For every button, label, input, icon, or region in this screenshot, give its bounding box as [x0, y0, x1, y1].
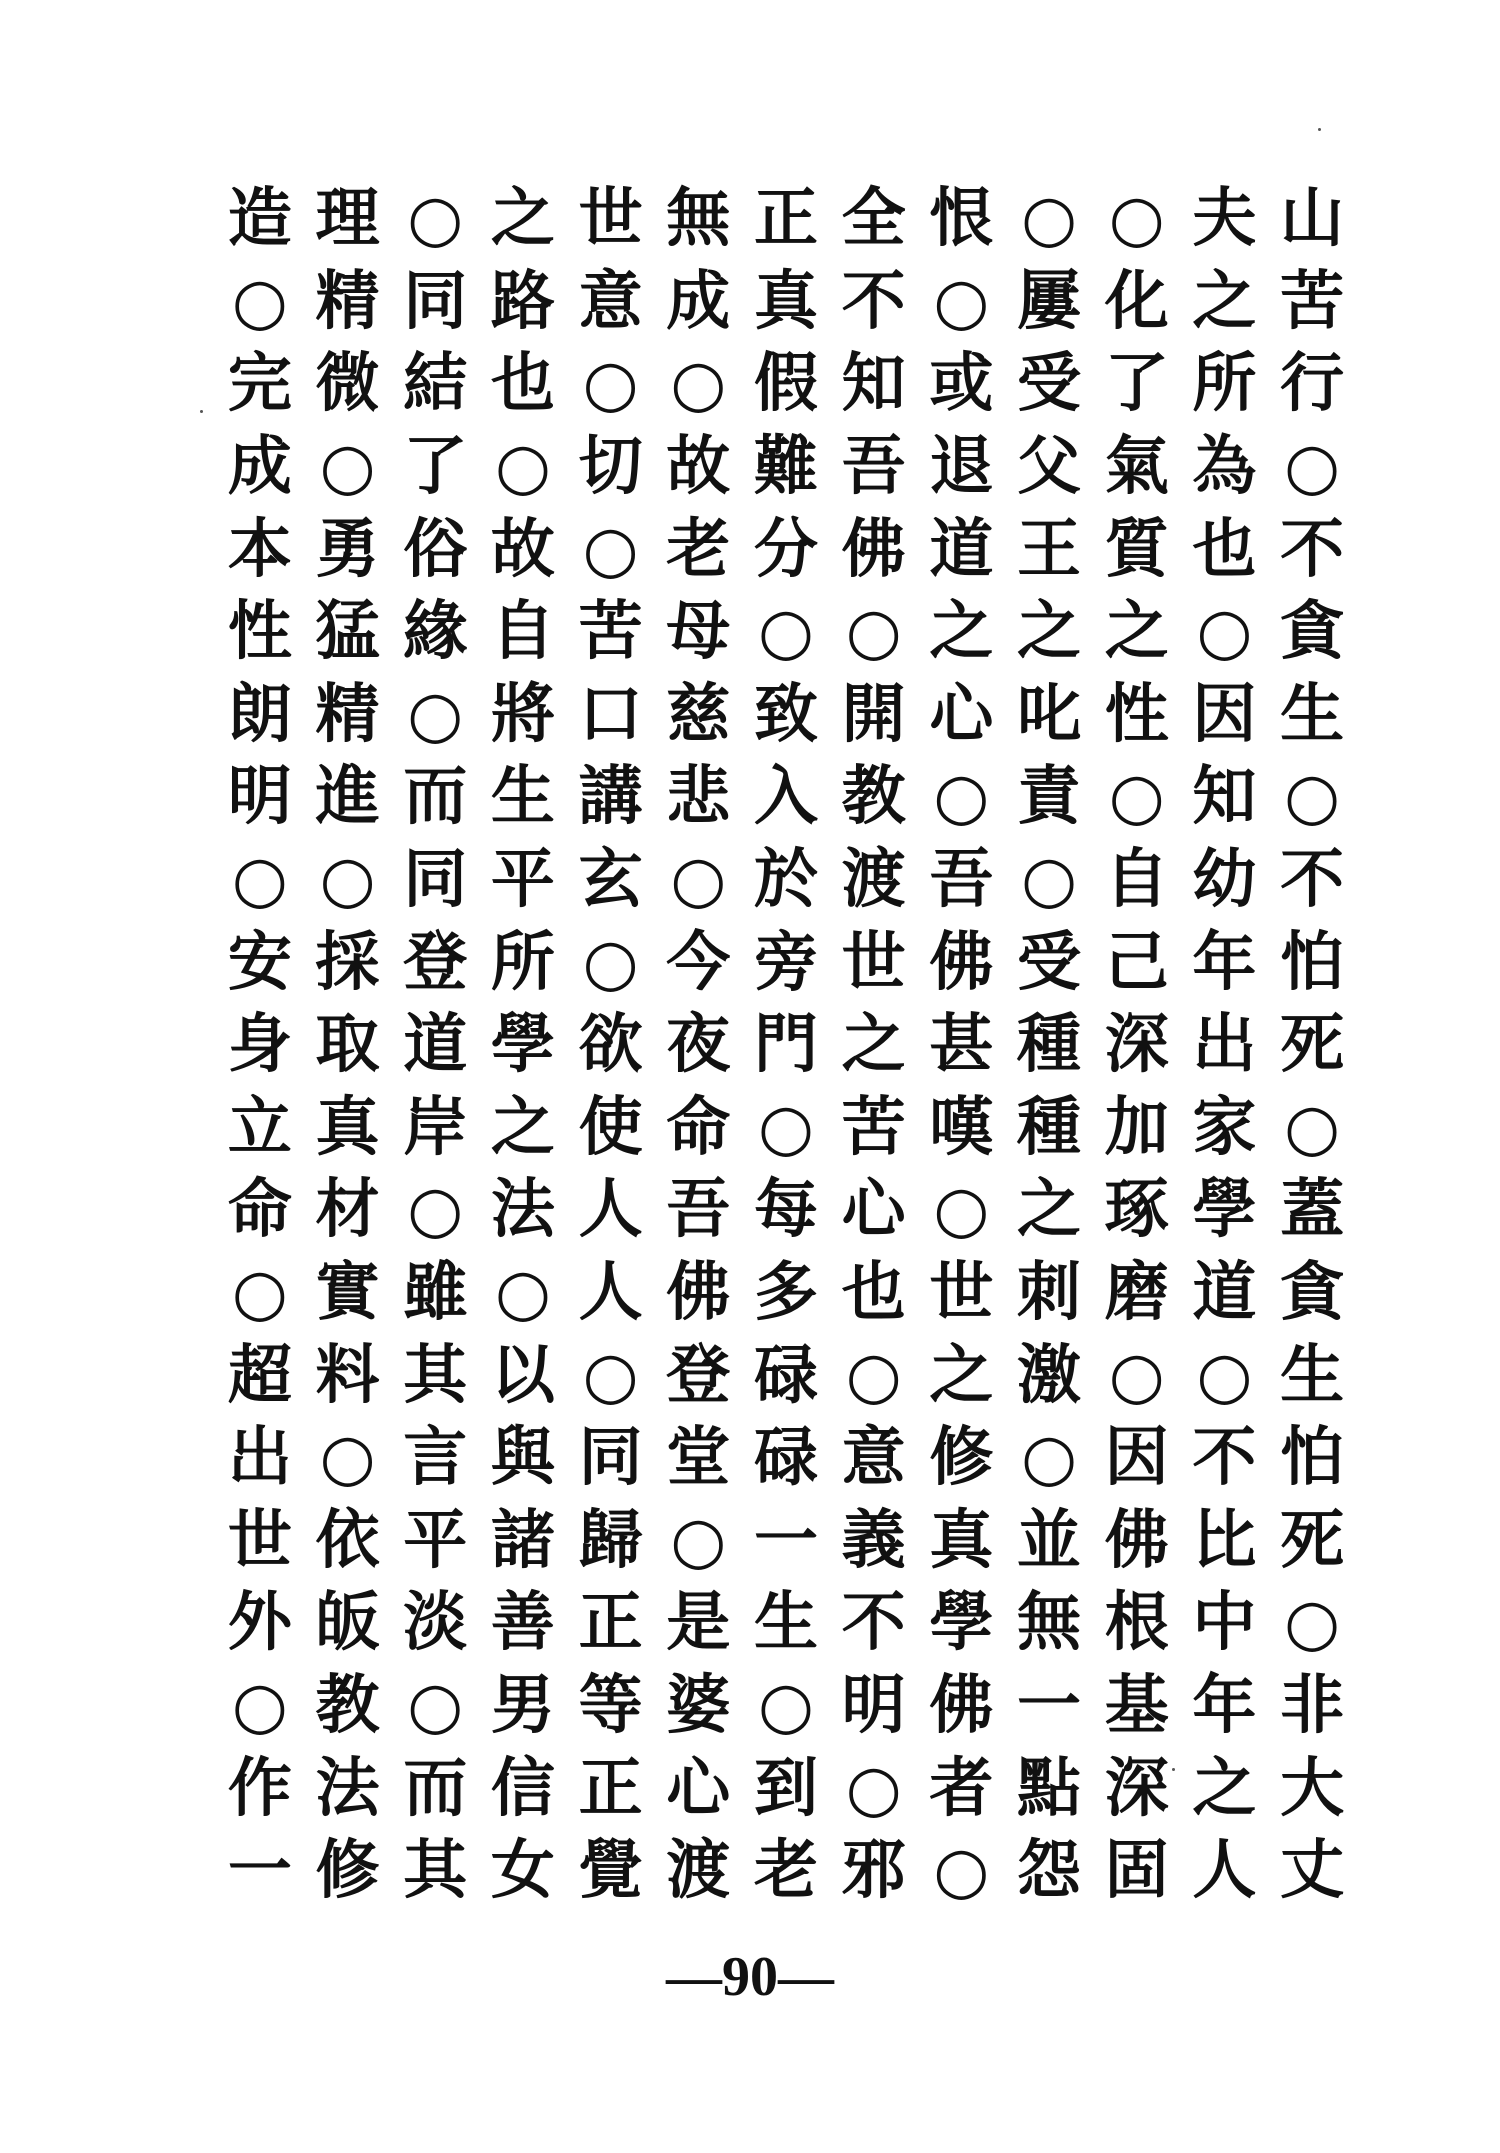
- character: 猛: [315, 594, 380, 670]
- character: 怕: [1280, 1420, 1345, 1496]
- character: 微: [315, 346, 380, 422]
- character: 難: [753, 429, 818, 505]
- character: 命: [227, 1172, 292, 1248]
- character: ○: [933, 263, 990, 339]
- character: 入: [753, 759, 818, 835]
- character: 比: [1192, 1502, 1257, 1578]
- character: 全: [841, 181, 906, 257]
- character: 死: [1280, 1502, 1345, 1578]
- character: ○: [1196, 594, 1253, 670]
- character: 退: [929, 429, 994, 505]
- character: ○: [845, 594, 902, 670]
- character: 怨: [1017, 1833, 1082, 1909]
- character: 化: [1104, 263, 1169, 339]
- character: 生: [1280, 676, 1345, 752]
- character: 其: [403, 1833, 468, 1909]
- character: ○: [582, 924, 639, 1000]
- text-line: [216, 1830, 1356, 1913]
- character: ○: [231, 1255, 288, 1331]
- character: 到: [753, 1750, 818, 1826]
- character: 基: [1104, 1667, 1169, 1743]
- character: 路: [490, 263, 555, 339]
- character: 進: [315, 759, 380, 835]
- character: 一: [227, 1833, 292, 1909]
- character: ○: [1108, 1337, 1165, 1413]
- text-line: [216, 674, 1356, 757]
- character: 王: [1017, 511, 1082, 587]
- character: 多: [753, 1255, 818, 1331]
- character: 佛: [841, 511, 906, 587]
- character: 正: [753, 181, 818, 257]
- character: ○: [319, 429, 376, 505]
- character: 歸: [578, 1502, 643, 1578]
- character: 深: [1104, 1750, 1169, 1826]
- character: 己: [1104, 924, 1169, 1000]
- character: 分: [753, 511, 818, 587]
- character: 平: [403, 1502, 468, 1578]
- character: 母: [666, 594, 731, 670]
- character: 言: [403, 1420, 468, 1496]
- character: ○: [494, 1255, 551, 1331]
- character: 教: [315, 1667, 380, 1743]
- character: 因: [1192, 676, 1257, 752]
- character: 人: [578, 1172, 643, 1248]
- character: ○: [1284, 759, 1341, 835]
- character: 不: [1280, 511, 1345, 587]
- character: 修: [315, 1833, 380, 1909]
- character: ○: [933, 1172, 990, 1248]
- character: 了: [403, 429, 468, 505]
- text-line: [216, 1417, 1356, 1500]
- character: 口: [578, 676, 643, 752]
- character: ○: [1021, 842, 1077, 918]
- character: 性: [227, 594, 292, 670]
- character: 正: [578, 1750, 643, 1826]
- character: 採: [315, 924, 380, 1000]
- character: ○: [758, 1089, 814, 1165]
- character: 婆: [666, 1667, 731, 1743]
- character: 而: [403, 759, 468, 835]
- character: 其: [403, 1337, 468, 1413]
- character: 加: [1104, 1089, 1169, 1165]
- character: 與: [490, 1420, 555, 1496]
- character: 俗: [403, 511, 468, 587]
- character: ○: [582, 1337, 639, 1413]
- character: 一: [753, 1502, 818, 1578]
- character: 根: [1104, 1585, 1169, 1661]
- character: ○: [1108, 759, 1165, 835]
- character: 邪: [841, 1833, 906, 1909]
- character: 同: [403, 842, 468, 918]
- character: ○: [845, 1337, 902, 1413]
- character: 怕: [1280, 924, 1345, 1000]
- character: 學: [929, 1585, 994, 1661]
- text-line: [216, 921, 1356, 1004]
- character: 世: [929, 1255, 994, 1331]
- character: 渡: [666, 1833, 731, 1909]
- character: 之: [1017, 1172, 1082, 1248]
- character: 所: [1192, 346, 1257, 422]
- character: 甚: [929, 1007, 994, 1083]
- character: 出: [227, 1420, 292, 1496]
- scan-speck: [200, 410, 203, 413]
- character: 受: [1017, 346, 1082, 422]
- character: 成: [666, 263, 731, 339]
- character: ○: [1284, 429, 1341, 505]
- character: 同: [403, 263, 468, 339]
- character: 同: [578, 1420, 643, 1496]
- character: 是: [666, 1585, 731, 1661]
- character: 人: [578, 1255, 643, 1331]
- character: 之: [490, 1089, 555, 1165]
- character: 自: [1104, 842, 1169, 918]
- character: 取: [315, 1007, 380, 1083]
- character: 丈: [1280, 1833, 1345, 1909]
- character: 切: [578, 429, 643, 505]
- character: ○: [231, 1667, 288, 1743]
- character: 苦: [1280, 263, 1345, 339]
- character: 悲: [666, 759, 731, 835]
- character: ○: [933, 759, 990, 835]
- character: 無: [666, 181, 731, 257]
- character: 世: [841, 924, 906, 1000]
- character: 欲: [578, 1007, 643, 1083]
- character: 了: [1104, 346, 1169, 422]
- character: 碌: [753, 1420, 818, 1496]
- character: 精: [315, 676, 380, 752]
- character: 故: [490, 511, 555, 587]
- character: 作: [227, 1750, 292, 1826]
- character: ○: [407, 676, 464, 752]
- character: 致: [753, 676, 818, 752]
- character: 道: [1192, 1255, 1257, 1331]
- character: 吾: [841, 429, 906, 505]
- character: 世: [227, 1502, 292, 1578]
- character: 雖: [403, 1255, 468, 1331]
- character: 種: [1017, 1007, 1082, 1083]
- character: 年: [1192, 1667, 1257, 1743]
- text-line: [216, 1500, 1356, 1583]
- text-line: [216, 1169, 1356, 1252]
- character: ○: [1108, 181, 1165, 257]
- character: 材: [315, 1172, 380, 1248]
- character: ○: [1196, 1337, 1253, 1413]
- character: 覺: [578, 1833, 643, 1909]
- page-number: —90—: [666, 1946, 834, 2008]
- character: 並: [1017, 1502, 1082, 1578]
- character: 不: [1280, 842, 1345, 918]
- character: 平: [490, 842, 555, 918]
- character: 立: [227, 1089, 292, 1165]
- character: 之: [841, 1007, 906, 1083]
- character: 貪: [1280, 1255, 1345, 1331]
- character: ○: [231, 842, 288, 918]
- character: 老: [753, 1833, 818, 1909]
- character: 也: [490, 346, 555, 422]
- character: ○: [319, 842, 376, 918]
- character: 法: [315, 1750, 380, 1826]
- character: 佛: [929, 924, 994, 1000]
- character: 家: [1192, 1089, 1257, 1165]
- character: 恨: [929, 181, 994, 257]
- text-line: [216, 1004, 1356, 1087]
- character: 也: [1192, 511, 1257, 587]
- character: 男: [490, 1667, 555, 1743]
- character: 超: [227, 1337, 292, 1413]
- character: 心: [929, 676, 994, 752]
- character: ○: [670, 842, 727, 918]
- character: 學: [490, 1007, 555, 1083]
- character: ○: [933, 1833, 990, 1909]
- character: 心: [666, 1750, 731, 1826]
- character: 勇: [315, 511, 380, 587]
- character: 叱: [1017, 676, 1082, 752]
- character: 於: [753, 842, 818, 918]
- character: 父: [1017, 429, 1082, 505]
- character: 責: [1017, 759, 1082, 835]
- character: 不: [841, 263, 906, 339]
- scan-speck: [1318, 128, 1321, 131]
- character: 道: [403, 1007, 468, 1083]
- character: 女: [490, 1833, 555, 1909]
- character: 理: [315, 181, 380, 257]
- character: 開: [841, 676, 906, 752]
- text-line: [216, 1747, 1356, 1830]
- character: 門: [753, 1007, 818, 1083]
- character: 教: [841, 759, 906, 835]
- character: 出: [1192, 1007, 1257, 1083]
- character: 者: [929, 1750, 994, 1826]
- text-line: [216, 591, 1356, 674]
- character: 生: [490, 759, 555, 835]
- character: 生: [753, 1585, 818, 1661]
- character: 真: [753, 263, 818, 339]
- character: 也: [841, 1255, 906, 1331]
- text-line: [216, 1087, 1356, 1170]
- character: 性: [1104, 676, 1169, 752]
- character: ○: [1284, 1585, 1341, 1661]
- character: 刺: [1017, 1255, 1082, 1331]
- character: 碌: [753, 1337, 818, 1413]
- character: 慈: [666, 676, 731, 752]
- body-text: [216, 178, 1356, 1912]
- character: 每: [753, 1172, 818, 1248]
- character: 知: [841, 346, 906, 422]
- character: 成: [227, 429, 292, 505]
- character: 使: [578, 1089, 643, 1165]
- character: 身: [227, 1007, 292, 1083]
- text-line: [216, 343, 1356, 426]
- character: 而: [403, 1750, 468, 1826]
- character: 信: [490, 1750, 555, 1826]
- character: 岸: [403, 1089, 468, 1165]
- character: 之: [1192, 263, 1257, 339]
- character: 受: [1017, 924, 1082, 1000]
- character: ○: [1021, 1420, 1077, 1496]
- character: 旁: [753, 924, 818, 1000]
- character: 今: [666, 924, 731, 1000]
- text-line: [216, 1582, 1356, 1665]
- character: 堂: [666, 1420, 731, 1496]
- character: 老: [666, 511, 731, 587]
- character: 吾: [929, 842, 994, 918]
- character: 磨: [1104, 1255, 1169, 1331]
- character: 世: [578, 181, 643, 257]
- character: 之: [1017, 594, 1082, 670]
- character: 質: [1104, 511, 1169, 587]
- character: 苦: [578, 594, 643, 670]
- character: 為: [1192, 429, 1257, 505]
- character: ○: [1284, 1089, 1341, 1165]
- character: ○: [845, 1750, 902, 1826]
- character: 無: [1017, 1585, 1082, 1661]
- character: 夜: [666, 1007, 731, 1083]
- text-line: [216, 1665, 1356, 1748]
- character: 實: [315, 1255, 380, 1331]
- scan-speck: [1172, 1768, 1175, 1771]
- text-line: [216, 1334, 1356, 1417]
- character: 之: [490, 181, 555, 257]
- text-line: [216, 426, 1356, 509]
- character: 佛: [1104, 1502, 1169, 1578]
- character: 嘆: [929, 1089, 994, 1165]
- character: 緣: [403, 594, 468, 670]
- character: 固: [1104, 1833, 1169, 1909]
- character: 講: [578, 759, 643, 835]
- character: 命: [666, 1089, 731, 1165]
- character: 知: [1192, 759, 1257, 835]
- character: 屢: [1017, 263, 1082, 339]
- text-line: [216, 261, 1356, 344]
- character: 激: [1017, 1337, 1082, 1413]
- character: 結: [403, 346, 468, 422]
- character: 明: [841, 1667, 906, 1743]
- character: 正: [578, 1585, 643, 1661]
- character: 故: [666, 429, 731, 505]
- character: 依: [315, 1502, 380, 1578]
- character: ○: [407, 181, 464, 257]
- character: ○: [670, 346, 727, 422]
- character: 之: [929, 1337, 994, 1413]
- character: 行: [1280, 346, 1345, 422]
- character: 氣: [1104, 429, 1169, 505]
- character: 不: [1192, 1420, 1257, 1496]
- character: 種: [1017, 1089, 1082, 1165]
- character: ○: [407, 1667, 464, 1743]
- character: 真: [315, 1089, 380, 1165]
- character: 蓋: [1280, 1172, 1345, 1248]
- character: 非: [1280, 1667, 1345, 1743]
- character: 幼: [1192, 842, 1257, 918]
- character: 等: [578, 1667, 643, 1743]
- character: ○: [407, 1172, 464, 1248]
- character: 明: [227, 759, 292, 835]
- character: 朗: [227, 676, 292, 752]
- character: ○: [758, 1667, 814, 1743]
- character: 所: [490, 924, 555, 1000]
- character: 意: [841, 1420, 906, 1496]
- character: ○: [319, 1420, 376, 1496]
- character: ○: [494, 429, 551, 505]
- character: 意: [578, 263, 643, 339]
- character: 渡: [841, 842, 906, 918]
- character: ○: [582, 511, 639, 587]
- character: 外: [227, 1585, 292, 1661]
- character: 完: [227, 346, 292, 422]
- character: 人: [1192, 1833, 1257, 1909]
- character: 登: [403, 924, 468, 1000]
- character: 真: [929, 1502, 994, 1578]
- character: 點: [1017, 1750, 1082, 1826]
- character: 諸: [490, 1502, 555, 1578]
- text-line: [216, 508, 1356, 591]
- character: 精: [315, 263, 380, 339]
- character: 造: [227, 181, 292, 257]
- text-line: [216, 178, 1356, 261]
- character: 皈: [315, 1585, 380, 1661]
- character: 修: [929, 1420, 994, 1496]
- character: 一: [1017, 1667, 1082, 1743]
- character: 佛: [929, 1667, 994, 1743]
- character: 將: [490, 676, 555, 752]
- character: 登: [666, 1337, 731, 1413]
- character: 之: [1192, 1750, 1257, 1826]
- character: 義: [841, 1502, 906, 1578]
- character: 假: [753, 346, 818, 422]
- character: ○: [670, 1502, 727, 1578]
- character: 心: [841, 1172, 906, 1248]
- character: 料: [315, 1337, 380, 1413]
- character: 大: [1280, 1750, 1345, 1826]
- character: 死: [1280, 1007, 1345, 1083]
- character: 吾: [666, 1172, 731, 1248]
- character: 學: [1192, 1172, 1257, 1248]
- character: 淡: [403, 1585, 468, 1661]
- character: 深: [1104, 1007, 1169, 1083]
- character: 本: [227, 511, 292, 587]
- character: 因: [1104, 1420, 1169, 1496]
- character: 琢: [1104, 1172, 1169, 1248]
- character: 或: [929, 346, 994, 422]
- character: 年: [1192, 924, 1257, 1000]
- character: 安: [227, 924, 292, 1000]
- character: 自: [490, 594, 555, 670]
- character: 佛: [666, 1255, 731, 1331]
- character: 之: [929, 594, 994, 670]
- character: 善: [490, 1585, 555, 1661]
- character: 中: [1192, 1585, 1257, 1661]
- character: 法: [490, 1172, 555, 1248]
- text-line: [216, 756, 1356, 839]
- character: 之: [1104, 594, 1169, 670]
- character: 山: [1280, 181, 1345, 257]
- character: 生: [1280, 1337, 1345, 1413]
- character: 貪: [1280, 594, 1345, 670]
- character: 夫: [1192, 181, 1257, 257]
- character: ○: [1021, 181, 1077, 257]
- character: ○: [231, 263, 288, 339]
- character: 道: [929, 511, 994, 587]
- text-line: [216, 839, 1356, 922]
- character: 不: [841, 1585, 906, 1661]
- character: ○: [582, 346, 639, 422]
- character: 苦: [841, 1089, 906, 1165]
- character: ○: [758, 594, 814, 670]
- character: 以: [490, 1337, 555, 1413]
- text-line: [216, 1252, 1356, 1335]
- character: 玄: [578, 842, 643, 918]
